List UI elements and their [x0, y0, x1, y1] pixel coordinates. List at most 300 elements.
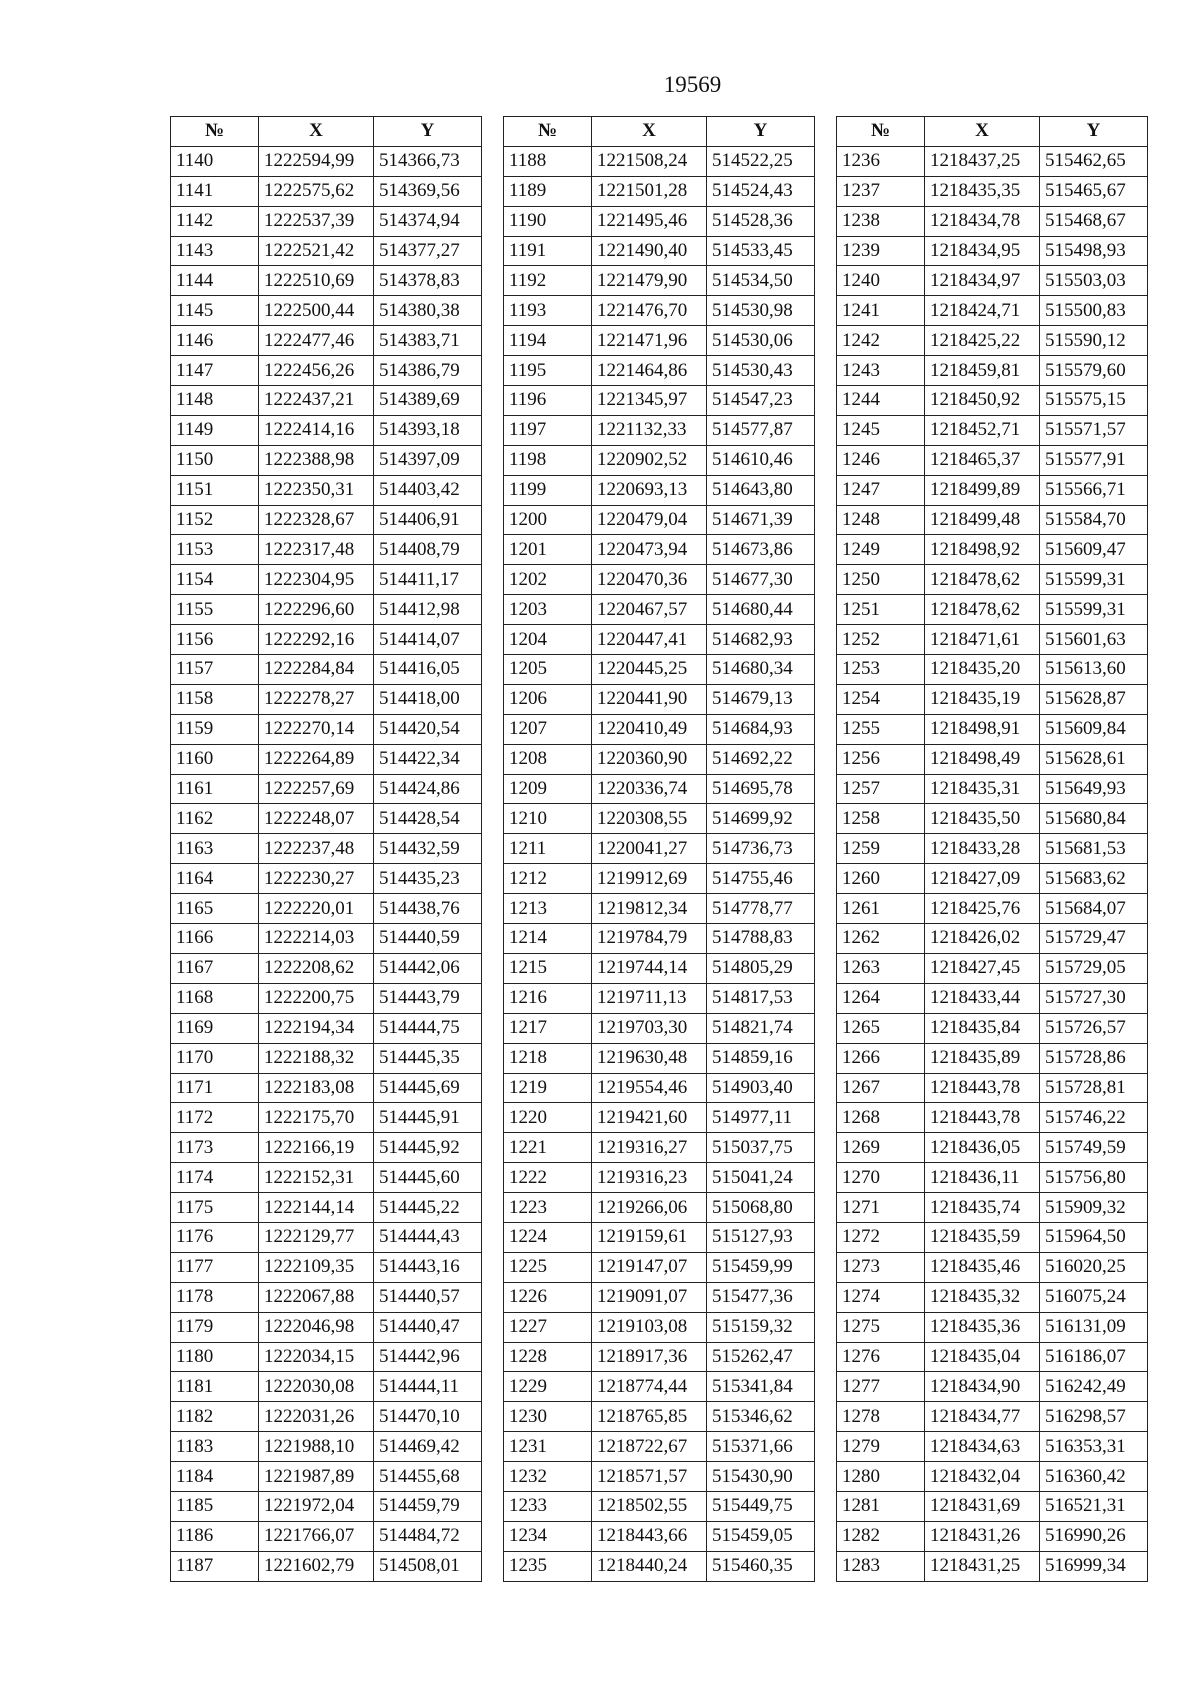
cell-x: 1220336,74: [592, 774, 707, 804]
table-row: [504, 266, 815, 296]
cell-x: 1222129,77: [259, 1222, 374, 1252]
table-row: [504, 326, 815, 356]
cell-number: 1282: [837, 1521, 925, 1551]
cell-x: 1220473,94: [592, 535, 707, 565]
cell-number: 1188: [504, 146, 592, 176]
cell-x: 1218436,11: [925, 1163, 1040, 1193]
cell-number: 1196: [504, 386, 592, 416]
cell-y: 514393,18: [374, 415, 482, 445]
cell-number: 1146: [171, 326, 259, 356]
cell-x: 1218431,26: [925, 1521, 1040, 1551]
cell-number: 1214: [504, 924, 592, 954]
table-row: [171, 236, 482, 266]
cell-y: 516242,49: [1040, 1372, 1148, 1402]
table-row: [504, 1521, 815, 1551]
cell-x: 1222350,31: [259, 475, 374, 505]
cell-y: 514377,27: [374, 236, 482, 266]
cell-x: 1221495,46: [592, 206, 707, 236]
cell-y: 514378,83: [374, 266, 482, 296]
cell-y: 514440,47: [374, 1312, 482, 1342]
cell-y: 515566,71: [1040, 475, 1148, 505]
cell-number: 1216: [504, 983, 592, 1013]
table-row: [504, 774, 815, 804]
cell-y: 514547,23: [707, 386, 815, 416]
table-row: [171, 1491, 482, 1521]
cell-number: 1206: [504, 684, 592, 714]
cell-number: 1163: [171, 834, 259, 864]
table-row: [504, 475, 815, 505]
cell-y: 514671,39: [707, 505, 815, 535]
cell-x: 1221345,97: [592, 386, 707, 416]
cell-x: 1222456,26: [259, 356, 374, 386]
cell-y: 514817,53: [707, 983, 815, 1013]
table-row: [171, 1073, 482, 1103]
cell-y: 515577,91: [1040, 445, 1148, 475]
cell-x: 1218433,44: [925, 983, 1040, 1013]
cell-number: 1203: [504, 595, 592, 625]
cell-y: 515728,86: [1040, 1043, 1148, 1073]
table-row: [504, 1193, 815, 1223]
cell-number: 1177: [171, 1252, 259, 1282]
cell-x: 1218435,46: [925, 1252, 1040, 1282]
table-row: [171, 744, 482, 774]
table-row: [504, 1163, 815, 1193]
cell-number: 1263: [837, 953, 925, 983]
cell-number: 1184: [171, 1462, 259, 1492]
cell-x: 1218765,85: [592, 1402, 707, 1432]
cell-x: 1218917,36: [592, 1342, 707, 1372]
table-row: [837, 1133, 1148, 1163]
table-row: [504, 356, 815, 386]
table-row: [171, 565, 482, 595]
cell-number: 1283: [837, 1551, 925, 1581]
table-row: [837, 804, 1148, 834]
table-row: [504, 983, 815, 1013]
coordinates-table-1: [170, 116, 482, 1582]
cell-x: 1221972,04: [259, 1491, 374, 1521]
cell-y: 515498,93: [1040, 236, 1148, 266]
table-row: [837, 176, 1148, 206]
cell-x: 1222214,03: [259, 924, 374, 954]
table-row: [837, 684, 1148, 714]
cell-x: 1221464,86: [592, 356, 707, 386]
table-row: [504, 655, 815, 685]
cell-y: 514680,44: [707, 595, 815, 625]
cell-number: 1249: [837, 535, 925, 565]
cell-y: 514469,42: [374, 1432, 482, 1462]
table-row: [504, 684, 815, 714]
cell-y: 514528,36: [707, 206, 815, 236]
cell-y: 514443,79: [374, 983, 482, 1013]
table-row: [837, 1402, 1148, 1432]
table-row: [837, 296, 1148, 326]
table-row: [837, 655, 1148, 685]
cell-x: 1218459,81: [925, 356, 1040, 386]
table-row: [504, 1133, 815, 1163]
cell-number: 1255: [837, 714, 925, 744]
cell-x: 1221479,90: [592, 266, 707, 296]
cell-number: 1154: [171, 565, 259, 595]
table-row: [504, 1282, 815, 1312]
cell-y: 514534,50: [707, 266, 815, 296]
cell-number: 1226: [504, 1282, 592, 1312]
cell-y: 514682,93: [707, 625, 815, 655]
cell-x: 1222175,70: [259, 1103, 374, 1133]
cell-y: 515964,50: [1040, 1222, 1148, 1252]
cell-x: 1219091,07: [592, 1282, 707, 1312]
cell-x: 1221501,28: [592, 176, 707, 206]
cell-y: 515683,62: [1040, 864, 1148, 894]
cell-x: 1218435,19: [925, 684, 1040, 714]
cell-y: 515584,70: [1040, 505, 1148, 535]
table-row: [837, 326, 1148, 356]
cell-x: 1218435,20: [925, 655, 1040, 685]
cell-x: 1221471,96: [592, 326, 707, 356]
cell-y: 514442,06: [374, 953, 482, 983]
cell-number: 1198: [504, 445, 592, 475]
cell-y: 516521,31: [1040, 1491, 1148, 1521]
table-row: [504, 625, 815, 655]
table-row: [504, 804, 815, 834]
cell-number: 1242: [837, 326, 925, 356]
cell-number: 1158: [171, 684, 259, 714]
cell-x: 1222188,32: [259, 1043, 374, 1073]
table-row: [504, 714, 815, 744]
cell-y: 515649,93: [1040, 774, 1148, 804]
cell-x: 1218435,74: [925, 1193, 1040, 1223]
cell-x: 1219103,08: [592, 1312, 707, 1342]
page-number: 19569: [663, 72, 722, 97]
cell-y: 515601,63: [1040, 625, 1148, 655]
cell-y: 514438,76: [374, 894, 482, 924]
cell-x: 1222537,39: [259, 206, 374, 236]
cell-y: 515430,90: [707, 1462, 815, 1492]
table-row: [171, 1013, 482, 1043]
cell-y: 514383,71: [374, 326, 482, 356]
table-row: [504, 595, 815, 625]
cell-x: 1220410,49: [592, 714, 707, 744]
cell-x: 1218435,04: [925, 1342, 1040, 1372]
table-row: [171, 924, 482, 954]
cell-x: 1218434,63: [925, 1432, 1040, 1462]
cell-number: 1223: [504, 1193, 592, 1223]
cell-x: 1221508,24: [592, 146, 707, 176]
cell-number: 1218: [504, 1043, 592, 1073]
cell-x: 1222264,89: [259, 744, 374, 774]
cell-y: 514424,86: [374, 774, 482, 804]
table-row: [504, 1222, 815, 1252]
cell-number: 1175: [171, 1193, 259, 1223]
cell-y: 514440,57: [374, 1282, 482, 1312]
cell-number: 1215: [504, 953, 592, 983]
cell-x: 1219703,30: [592, 1013, 707, 1043]
cell-number: 1228: [504, 1342, 592, 1372]
column-header-number: №: [504, 117, 592, 147]
cell-number: 1248: [837, 505, 925, 535]
cell-y: 514484,72: [374, 1521, 482, 1551]
cell-x: 1222521,42: [259, 236, 374, 266]
cell-y: 514643,80: [707, 475, 815, 505]
cell-y: 515127,93: [707, 1222, 815, 1252]
cell-number: 1155: [171, 595, 259, 625]
table-row: [504, 386, 815, 416]
cell-y: 514445,35: [374, 1043, 482, 1073]
cell-number: 1239: [837, 236, 925, 266]
cell-y: 515728,81: [1040, 1073, 1148, 1103]
cell-y: 515465,67: [1040, 176, 1148, 206]
table-row: [171, 1551, 482, 1581]
cell-number: 1165: [171, 894, 259, 924]
cell-number: 1205: [504, 655, 592, 685]
cell-number: 1197: [504, 415, 592, 445]
table-row: [837, 1193, 1148, 1223]
cell-x: 1218434,97: [925, 266, 1040, 296]
cell-x: 1218471,61: [925, 625, 1040, 655]
cell-x: 1222500,44: [259, 296, 374, 326]
cell-number: 1171: [171, 1073, 259, 1103]
cell-number: 1220: [504, 1103, 592, 1133]
cell-number: 1235: [504, 1551, 592, 1581]
table-row: [504, 864, 815, 894]
cell-x: 1218465,37: [925, 445, 1040, 475]
cell-x: 1222437,21: [259, 386, 374, 416]
table-row: [837, 625, 1148, 655]
cell-number: 1211: [504, 834, 592, 864]
table-row: [171, 684, 482, 714]
table-row: [171, 834, 482, 864]
cell-y: 514679,13: [707, 684, 815, 714]
cell-y: 514416,05: [374, 655, 482, 685]
cell-x: 1222248,07: [259, 804, 374, 834]
cell-y: 514459,79: [374, 1491, 482, 1521]
cell-x: 1222183,08: [259, 1073, 374, 1103]
cell-y: 514445,60: [374, 1163, 482, 1193]
cell-x: 1222031,26: [259, 1402, 374, 1432]
table-row: [504, 1073, 815, 1103]
cell-number: 1240: [837, 266, 925, 296]
cell-number: 1159: [171, 714, 259, 744]
cell-y: 515579,60: [1040, 356, 1148, 386]
table-row: [171, 1521, 482, 1551]
cell-number: 1261: [837, 894, 925, 924]
table-row: [504, 744, 815, 774]
cell-number: 1267: [837, 1073, 925, 1103]
cell-x: 1219912,69: [592, 864, 707, 894]
cell-number: 1202: [504, 565, 592, 595]
cell-x: 1218498,92: [925, 535, 1040, 565]
cell-x: 1221987,89: [259, 1462, 374, 1492]
table-row: [837, 356, 1148, 386]
cell-number: 1192: [504, 266, 592, 296]
table-row: [837, 386, 1148, 416]
cell-y: 516186,07: [1040, 1342, 1148, 1372]
table-row: [837, 774, 1148, 804]
cell-y: 514680,34: [707, 655, 815, 685]
cell-x: 1219554,46: [592, 1073, 707, 1103]
cell-y: 514695,78: [707, 774, 815, 804]
table-row: [504, 236, 815, 266]
cell-number: 1271: [837, 1193, 925, 1223]
cell-number: 1273: [837, 1252, 925, 1282]
table-row: [837, 1491, 1148, 1521]
cell-y: 514673,86: [707, 535, 815, 565]
cell-y: 514366,73: [374, 146, 482, 176]
cell-y: 515599,31: [1040, 565, 1148, 595]
table-row: [837, 1521, 1148, 1551]
table-row: [171, 415, 482, 445]
cell-y: 515909,32: [1040, 1193, 1148, 1223]
cell-number: 1269: [837, 1133, 925, 1163]
cell-y: 514403,42: [374, 475, 482, 505]
cell-number: 1280: [837, 1462, 925, 1492]
table-row: [837, 924, 1148, 954]
cell-y: 514389,69: [374, 386, 482, 416]
table-row: [837, 1013, 1148, 1043]
cell-number: 1182: [171, 1402, 259, 1432]
cell-number: 1210: [504, 804, 592, 834]
cell-number: 1252: [837, 625, 925, 655]
cell-number: 1143: [171, 236, 259, 266]
cell-x: 1218431,69: [925, 1491, 1040, 1521]
cell-number: 1268: [837, 1103, 925, 1133]
cell-x: 1222230,27: [259, 864, 374, 894]
cell-x: 1222152,31: [259, 1163, 374, 1193]
cell-number: 1149: [171, 415, 259, 445]
cell-x: 1222046,98: [259, 1312, 374, 1342]
cell-number: 1169: [171, 1013, 259, 1043]
column-header-number: №: [171, 117, 259, 147]
cell-x: 1222284,84: [259, 655, 374, 685]
cell-x: 1219159,61: [592, 1222, 707, 1252]
cell-number: 1166: [171, 924, 259, 954]
cell-y: 514408,79: [374, 535, 482, 565]
table-row: [171, 1312, 482, 1342]
cell-y: 514530,06: [707, 326, 815, 356]
table-row: [504, 1551, 815, 1581]
cell-x: 1218435,32: [925, 1282, 1040, 1312]
cell-number: 1212: [504, 864, 592, 894]
cell-y: 514445,22: [374, 1193, 482, 1223]
table-header-row: [504, 117, 815, 147]
cell-number: 1246: [837, 445, 925, 475]
cell-x: 1222067,88: [259, 1282, 374, 1312]
cell-x: 1221988,10: [259, 1432, 374, 1462]
cell-y: 515599,31: [1040, 595, 1148, 625]
cell-x: 1222220,01: [259, 894, 374, 924]
cell-y: 515459,99: [707, 1252, 815, 1282]
cell-y: 514406,91: [374, 505, 482, 535]
cell-x: 1222030,08: [259, 1372, 374, 1402]
cell-number: 1178: [171, 1282, 259, 1312]
table-row: [504, 415, 815, 445]
cell-x: 1218424,71: [925, 296, 1040, 326]
table-row: [504, 146, 815, 176]
cell-x: 1222208,62: [259, 953, 374, 983]
cell-x: 1220693,13: [592, 475, 707, 505]
cell-number: 1250: [837, 565, 925, 595]
cell-x: 1218432,04: [925, 1462, 1040, 1492]
cell-y: 516360,42: [1040, 1462, 1148, 1492]
table-row: [171, 386, 482, 416]
table-row: [171, 176, 482, 206]
cell-y: 515462,65: [1040, 146, 1148, 176]
cell-number: 1247: [837, 475, 925, 505]
table-row: [504, 1043, 815, 1073]
table-row: [837, 1342, 1148, 1372]
cell-x: 1218435,36: [925, 1312, 1040, 1342]
coordinates-table-2: [503, 116, 815, 1582]
table-row: [171, 595, 482, 625]
table-header-row: [171, 117, 482, 147]
cell-number: 1259: [837, 834, 925, 864]
cell-number: 1208: [504, 744, 592, 774]
table-row: [837, 1043, 1148, 1073]
cell-x: 1222194,34: [259, 1013, 374, 1043]
cell-y: 515068,80: [707, 1193, 815, 1223]
table-row: [171, 1342, 482, 1372]
cell-x: 1221476,70: [592, 296, 707, 326]
cell-x: 1221766,07: [259, 1521, 374, 1551]
cell-y: 516353,31: [1040, 1432, 1148, 1462]
table-body: [504, 146, 815, 1581]
column-header-x: X: [592, 117, 707, 147]
cell-y: 515684,07: [1040, 894, 1148, 924]
table-row: [504, 924, 815, 954]
cell-y: 515609,47: [1040, 535, 1148, 565]
cell-x: 1220445,25: [592, 655, 707, 685]
cell-number: 1217: [504, 1013, 592, 1043]
cell-number: 1266: [837, 1043, 925, 1073]
cell-number: 1231: [504, 1432, 592, 1462]
cell-x: 1218722,67: [592, 1432, 707, 1462]
cell-number: 1173: [171, 1133, 259, 1163]
cell-number: 1270: [837, 1163, 925, 1193]
cell-y: 514805,29: [707, 953, 815, 983]
cell-number: 1168: [171, 983, 259, 1013]
cell-x: 1218440,24: [592, 1551, 707, 1581]
table-row: [171, 1133, 482, 1163]
cell-x: 1218437,25: [925, 146, 1040, 176]
cell-y: 514755,46: [707, 864, 815, 894]
table-row: [837, 595, 1148, 625]
cell-number: 1190: [504, 206, 592, 236]
cell-number: 1145: [171, 296, 259, 326]
cell-x: 1218435,84: [925, 1013, 1040, 1043]
cell-y: 514374,94: [374, 206, 482, 236]
cell-x: 1218435,59: [925, 1222, 1040, 1252]
cell-number: 1281: [837, 1491, 925, 1521]
column-header-x: X: [925, 117, 1040, 147]
cell-x: 1222278,27: [259, 684, 374, 714]
cell-number: 1183: [171, 1432, 259, 1462]
table-row: [171, 714, 482, 744]
cell-number: 1230: [504, 1402, 592, 1432]
cell-y: 514530,98: [707, 296, 815, 326]
cell-x: 1219744,14: [592, 953, 707, 983]
cell-y: 515341,84: [707, 1372, 815, 1402]
table-row: [171, 774, 482, 804]
table-row: [171, 864, 482, 894]
cell-number: 1148: [171, 386, 259, 416]
cell-y: 514977,11: [707, 1103, 815, 1133]
cell-y: 514380,38: [374, 296, 482, 326]
cell-y: 514788,83: [707, 924, 815, 954]
cell-y: 514422,34: [374, 744, 482, 774]
cell-number: 1213: [504, 894, 592, 924]
cell-x: 1218435,35: [925, 176, 1040, 206]
cell-x: 1222575,62: [259, 176, 374, 206]
cell-x: 1218478,62: [925, 565, 1040, 595]
